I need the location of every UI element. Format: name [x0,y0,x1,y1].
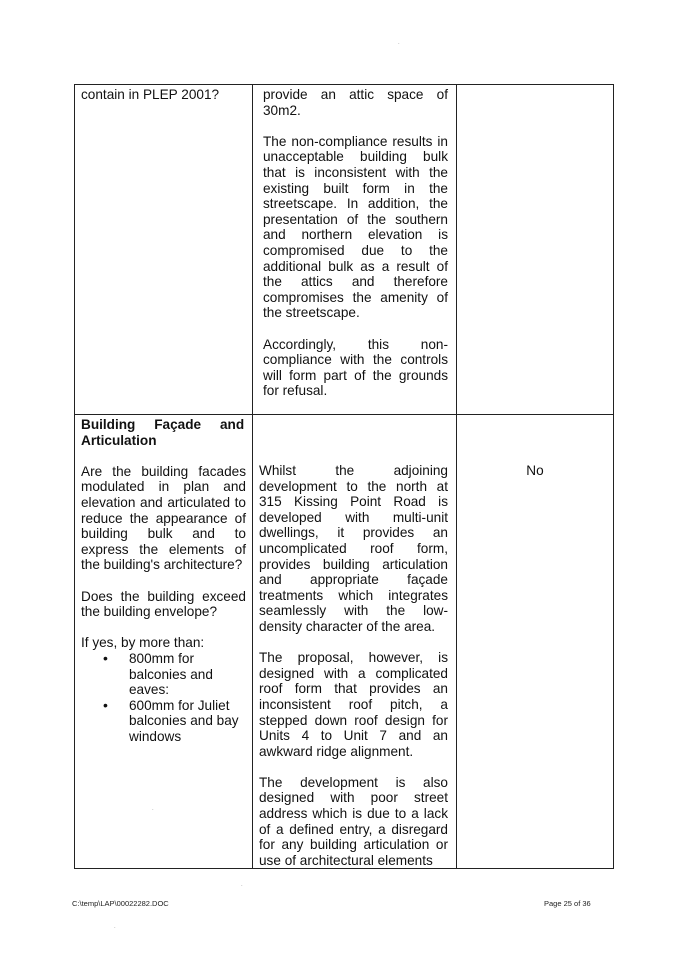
table-row [75,85,614,415]
section-heading: Building Façade and [81,417,245,432]
list-item: • 800mm for balconies and eaves: [129,651,239,698]
comment-cell [253,85,457,415]
scan-speck: . [241,882,243,888]
comment-paragraph: The development is also designed with poor street address which is due to a lack of a defined entry, a disregard for any building articulation or use of architectural elements [259,774,448,868]
question-text: Are the building facades modulated in plan and elevation and articulated to reduce the appearance of building bulk and to express the elements of the building's architecture? [81,463,246,573]
comment-paragraph: provide an attic space of 30m2. [263,87,448,118]
comment-paragraph: Whilst the adjoining development to the north at 315 Kissing Point Road is developed with multi-unit dwellings, it provides an uncomplicated roof form, provides building articulation and appropriate façade treatments which integrates seamlessly with the low-density character of the area. [259,463,448,634]
comment-cell [253,415,457,869]
question-text: contain in PLEP 2001? [81,87,220,102]
question-cell [75,415,253,869]
bullet-list [81,651,246,745]
section-heading-line2: Articulation [81,432,157,448]
question-text: If yes, by more than: [81,635,205,651]
comment-paragraph: Accordingly, this non-compliance with the controls will form part of the grounds for refusal. [263,336,448,399]
footer-file-path: C:\temp\LAP\00022282.DOC [72,899,169,908]
compliance-cell [457,415,614,869]
question-text: Does the building exceed the building envelope? [81,588,246,620]
question-cell [75,85,253,415]
compliance-cell [457,85,614,415]
assessment-table [74,84,614,869]
compliance-value: No [526,463,544,478]
footer-page-number: Page 25 of 36 [544,899,591,908]
scan-speck: . [114,924,116,930]
comment-paragraph: The proposal, however, is designed with a complicated roof form that provides an inconsistent roof pitch, a stepped down roof design for Units 4 to Unit 7 and an awkward ridge alignment. [259,650,448,759]
scan-speck: . [398,40,400,46]
table-row [75,415,614,869]
scan-speck: . [152,806,154,812]
list-item: • 600mm for Juliet balconies and bay windows [129,698,249,745]
comment-paragraph: The non-compliance results in unacceptable building bulk that is inconsistent with the existing built form in the streetscape. In addition, the presentation of the southern and northern elevation is compromised due to the additional bulk as a result of the attics and therefore compromises the amenity of the streetscape. [263,133,448,321]
